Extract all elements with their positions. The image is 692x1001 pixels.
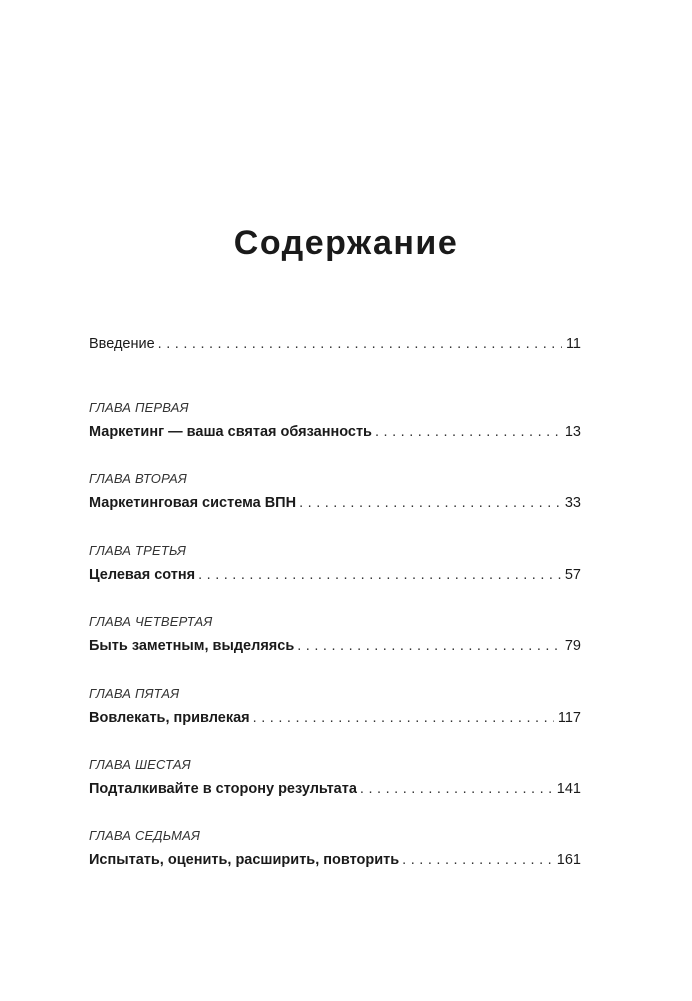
chapter-heading: ГЛАВА ШЕСТАЯ (89, 757, 191, 772)
leader-dots (360, 781, 553, 797)
toc-page-number: 13 (564, 424, 581, 440)
toc-entry-label: Введение (89, 336, 155, 352)
toc-entry-label: Испытать, оценить, расширить, повторить (89, 852, 400, 868)
toc-entry-label: Маркетинговая система ВПН (89, 495, 297, 511)
chapter-heading: ГЛАВА ЧЕТВЕРТАЯ (89, 614, 213, 629)
toc-page-number: 141 (556, 781, 581, 797)
toc-entry-chapter[interactable] (89, 710, 581, 726)
leader-dots (297, 638, 561, 654)
chapter-heading: ГЛАВА ПЕРВАЯ (89, 400, 189, 415)
toc-entry-chapter[interactable] (89, 495, 581, 511)
toc-entry-label: Быть заметным, выделяясь (89, 638, 295, 654)
toc-entry-chapter[interactable] (89, 638, 581, 654)
leader-dots (198, 567, 561, 583)
chapter-heading: ГЛАВА ПЯТАЯ (89, 686, 180, 701)
chapter-heading: ГЛАВА СЕДЬМАЯ (89, 828, 201, 843)
leader-dots (402, 852, 553, 868)
toc-page-number: 79 (564, 638, 581, 654)
toc-page-number: 33 (564, 495, 581, 511)
toc-entry-chapter[interactable] (89, 424, 581, 440)
toc-entry-intro[interactable] (89, 336, 581, 352)
toc-entry-chapter[interactable] (89, 567, 581, 583)
toc-entry-chapter[interactable] (89, 781, 581, 797)
leader-dots (375, 424, 561, 440)
leader-dots (253, 710, 554, 726)
toc-page-number: 117 (557, 710, 581, 726)
toc-page-number: 11 (565, 336, 581, 352)
toc-entry-label: Маркетинг — ваша святая обязанность (89, 424, 372, 440)
toc-entry-label: Подталкивайте в сторону результата (89, 781, 357, 797)
toc-entry-label: Целевая сотня (89, 567, 196, 583)
toc-page-number: 161 (556, 852, 581, 868)
toc-page-number: 57 (564, 567, 581, 583)
chapter-heading: ГЛАВА ВТОРАЯ (89, 471, 187, 486)
page-title: Содержание (233, 224, 459, 262)
toc-entry-label: Вовлекать, привлекая (89, 710, 250, 726)
leader-dots (299, 495, 561, 511)
toc-entry-chapter[interactable] (89, 852, 581, 868)
chapter-heading: ГЛАВА ТРЕТЬЯ (89, 543, 187, 558)
leader-dots (158, 336, 562, 352)
